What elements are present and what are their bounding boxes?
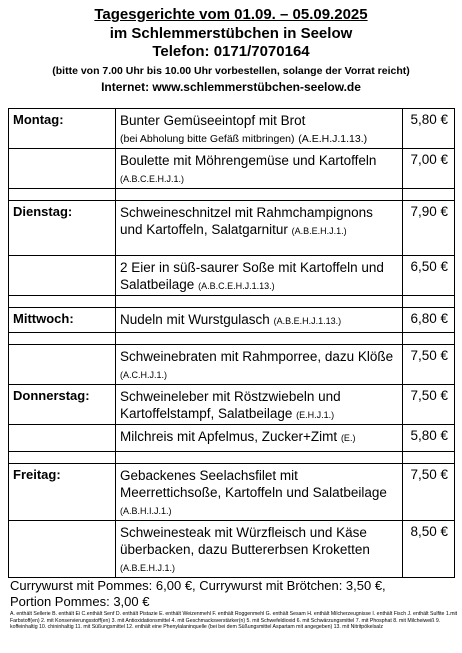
dish-allergens: (A.B.E.H.J.1.) — [291, 226, 347, 236]
dish-allergens: (A.B.E.H.J.1.13.) — [273, 316, 342, 326]
day-empty — [9, 345, 116, 385]
dish-price: 5,80 € — [403, 425, 455, 452]
menu-table — [8, 108, 455, 578]
dish-name: Milchreis mit Apfelmus, Zucker+Zimt — [120, 429, 338, 444]
dish-cell — [116, 345, 403, 385]
website-address: Internet: www.schlemmerstübchen-seelow.de — [101, 80, 361, 94]
dish-allergens: (E.) — [340, 433, 356, 443]
dish-price: 8,50 € — [403, 521, 455, 578]
phone-number: Telefon: 0171/7070164 — [152, 43, 310, 60]
table-spacer — [9, 296, 455, 308]
table-row — [9, 149, 455, 189]
dish-cell — [116, 464, 403, 521]
dish-allergens: (A.B.C.E.H.J.1.) — [120, 174, 185, 184]
dish-cell — [116, 425, 403, 452]
extras-line-2: Portion Pommes: 3,00 € — [10, 594, 150, 609]
dish-price: 6,80 € — [403, 308, 455, 333]
table-row — [9, 201, 455, 256]
day-empty — [9, 149, 116, 189]
table-row — [9, 109, 455, 149]
table-row — [9, 385, 455, 425]
menu-title: Tagesgerichte vom 01.09. – 05.09.2025 — [94, 6, 368, 23]
day-empty — [9, 425, 116, 452]
dish-allergens: (A.C.H.J.1.) — [120, 370, 168, 380]
day-empty — [9, 256, 116, 296]
dish-name: Nudeln mit Wurstgulasch — [120, 312, 270, 327]
day-label-monday: Montag: — [9, 109, 116, 149]
dish-allergens: (A.E.H.J.1.13.) — [298, 133, 368, 145]
table-row — [9, 425, 455, 452]
extras-line-1: Currywurst mit Pommes: 6,00 €, Currywurst mit Brötchen: 3,50 €, — [10, 578, 386, 593]
dish-cell — [116, 308, 403, 333]
dish-allergens: (A.B.C.E.H.J.1.13.) — [198, 281, 275, 291]
dish-name: Schweinesteak mit Würzfleisch und Käse überbacken, dazu Buttererbsen Kroketten — [120, 525, 370, 557]
dish-cell — [116, 149, 403, 189]
dish-allergens: (E.H.J.1.) — [296, 410, 335, 420]
dish-price: 7,90 € — [403, 201, 455, 256]
dish-name: Schweineschnitzel mit Rahmchampignons und Kartoffeln, Salatgarnitur — [120, 205, 373, 237]
dish-cell — [116, 256, 403, 296]
dish-price: 7,00 € — [403, 149, 455, 189]
dish-cell — [116, 109, 403, 149]
dish-allergens: (A.B.E.H.J.1.) — [120, 563, 176, 573]
dish-cell — [116, 201, 403, 256]
extras-section — [10, 578, 456, 610]
day-label-thursday: Donnerstag: — [9, 385, 116, 425]
table-spacer — [9, 452, 455, 464]
order-note: (bitte von 7.00 Uhr bis 10.00 Uhr vorbestellen, solange der Vorrat reicht) — [52, 65, 410, 77]
table-row — [9, 464, 455, 521]
table-row — [9, 345, 455, 385]
dish-price: 7,50 € — [403, 385, 455, 425]
table-row — [9, 521, 455, 578]
dish-cell — [116, 385, 403, 425]
allergen-legend: A. enthält Sellerie B. enthält Ei C.enthält Senf D. enthält Pistazie E. enthält Weizenmehl F. enthält Roggenmehl G. enthält Sesam H. enthält Milcherzeugnisse I. enthält Fisch J. enthält Sulfite 1.mit Farbstoff(en) 2. mit Konservierungsstoff(en) 3. mit Antioxidationsmittel 4. mit Geschmacksverstärker(n) 5. mit Schwefeldioxid 6. mit Schwärzungsmittel 7. mit Phosphat 8. mit Milcheiweiß 9. koffeinhaltig 10. chininhaltig 11. mit Süßungsmittel 12. enthält eine Phenylalaninquelle (bei bei dem Süßungsmittel Aspartam mit angegeben) 13. mit Nitritpökelsalz — [10, 611, 458, 631]
dish-name: Bunter Gemüseeintopf mit Brot — [120, 113, 306, 128]
dish-price: 5,80 € — [403, 109, 455, 149]
dish-name: Schweinebraten mit Rahmporree, dazu Klöße — [120, 349, 394, 364]
dish-price: 7,50 € — [403, 345, 455, 385]
restaurant-location: im Schlemmerstübchen in Seelow — [109, 25, 353, 42]
day-label-friday: Freitag: — [9, 464, 116, 521]
dish-price: 7,50 € — [403, 464, 455, 521]
dish-price: 6,50 € — [403, 256, 455, 296]
dish-name: 2 Eier in süß-saurer Soße mit Kartoffeln und Salatbeilage — [120, 260, 384, 292]
table-spacer — [9, 189, 455, 201]
dish-note: (bei Abholung bitte Gefäß mitbringen) — [120, 133, 295, 145]
day-label-tuesday: Dienstag: — [9, 201, 116, 256]
dish-allergens: (A.B.H.I.J.1.) — [120, 506, 172, 516]
dish-name: Schweineleber mit Röstzwiebeln und Kartoffelstampf, Salatbeilage — [120, 389, 341, 421]
dish-name: Gebackenes Seelachsfilet mit Meerrettichsoße, Kartoffeln und Salatbeilage — [120, 468, 387, 500]
day-empty — [9, 521, 116, 578]
table-row — [9, 256, 455, 296]
day-label-wednesday: Mittwoch: — [9, 308, 116, 333]
dish-name: Boulette mit Möhrengemüse und Kartoffeln — [120, 153, 377, 168]
table-spacer — [9, 333, 455, 345]
dish-cell — [116, 521, 403, 578]
table-row — [9, 308, 455, 333]
